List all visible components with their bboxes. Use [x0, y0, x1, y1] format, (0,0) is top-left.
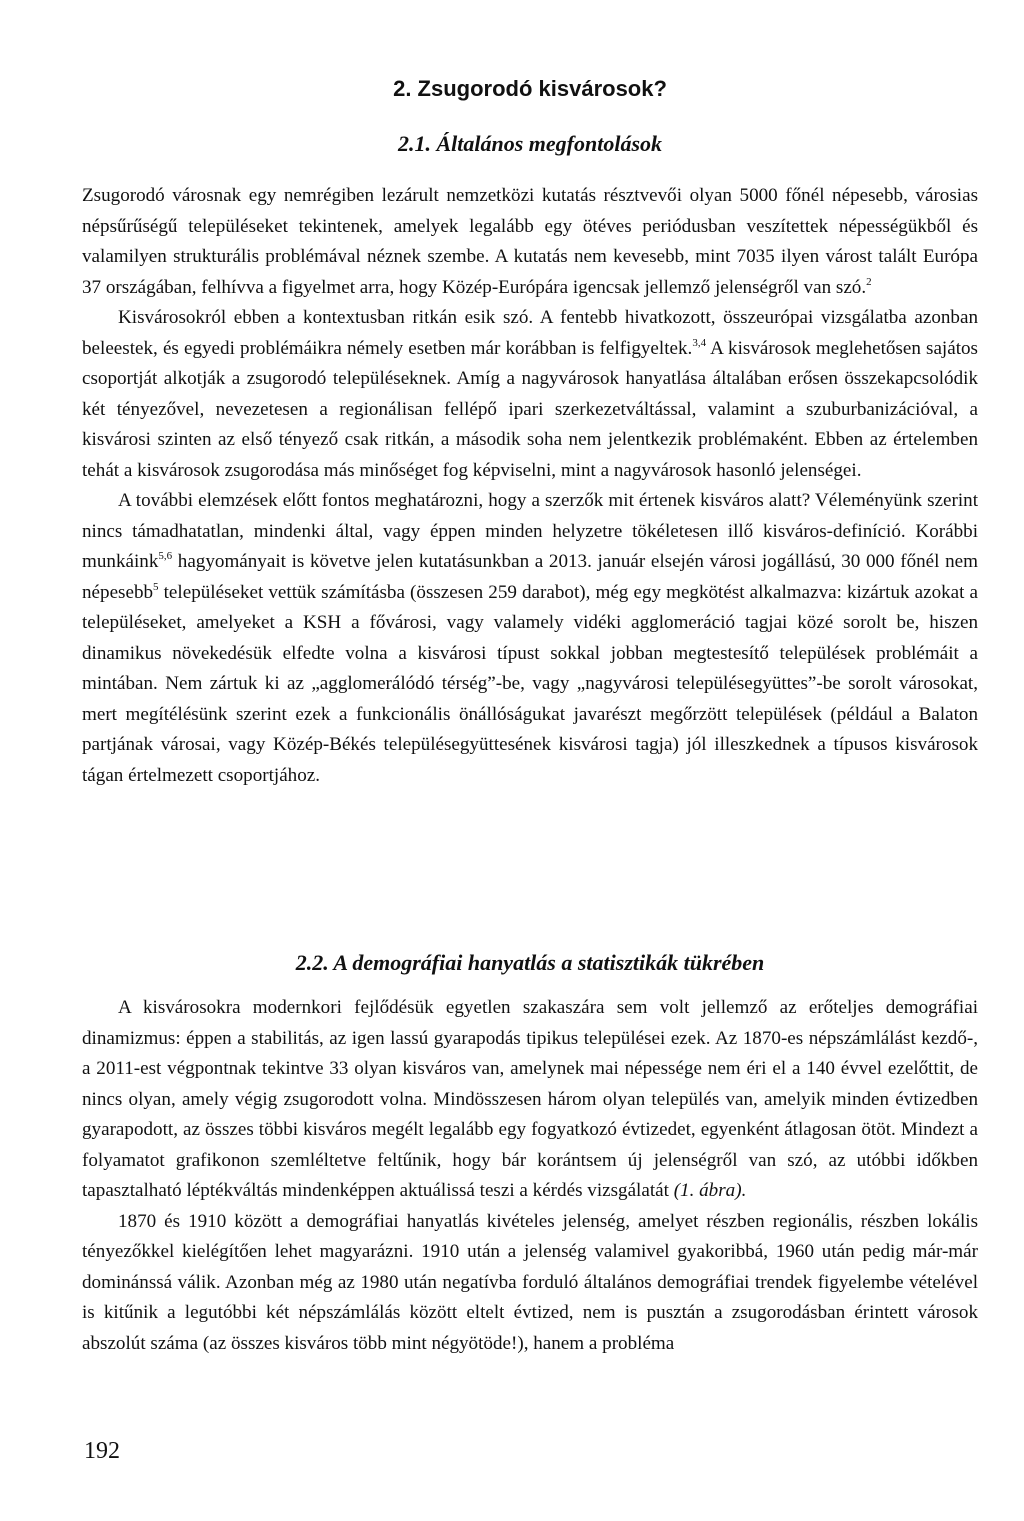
paragraph-3 [82, 486, 978, 791]
footnote-ref: 2 [866, 275, 872, 288]
paragraph-1-text: Zsugorodó városnak egy nemrégiben lezárult nemzetközi kutatás résztvevői olyan 5000 főnél népesebb, városias népsűrűségű településeket tekintenek, amelyek legalább egy ötéves periódusban veszítettek népességükből és valamilyen strukturális problémával néznek szembe. A kutatás nem kevesebb, mint 7035 ilyen várost talált Európa 37 országában, felhívva a figyelmet arra, hogy Közép-Európára igencsak jellemző jelenségről van szó. [82, 185, 978, 298]
paragraph-3-text-b: hagyományait is követve jelen kutatásunkban a 2013. január elsején városi jogállású, 30 000 főnél nem népesebb [82, 551, 978, 603]
section-title-2-2: 2.2. A demográfiai hanyatlás a statisztikák tükrében [295, 950, 765, 975]
section-2-1-body [82, 181, 978, 791]
paragraph-3-text-c: településeket vettük számításba (összesen 259 darabot), még egy megkötést alkalmazva: kizártuk azokat a településeket, amelyeket a KSH a fővárosi, vagy valamely vidéki agglomeráció tagjai közé sorolt be, hiszen dinamikus növekedésük elfedte volna a kisvárosi típust sokkal jobban megtestesítő települések problémáit a mintában. Nem zártuk ki az „agglomerálódó térség”-be, vagy „nagyvárosi településegyüttes”-be sorolt városokat, mert megítélésünk szerint ezek a funkcionális önállóságukat javarészt megőrzött települések (például a Balaton partjának városai, vagy Közép-Békés településegyüttesének kisvárosi tagja) jól illeszkednek a típusos kisvárosok tágan értelmezett csoportjához. [82, 581, 978, 786]
footnote-ref: 3,4 [692, 336, 707, 349]
paragraph-4 [82, 993, 978, 1207]
footnote-ref: 5 [153, 580, 159, 593]
paragraph-5-text: 1870 és 1910 között a demográfiai hanyatlás kivételes jelenség, amelyet részben regionális, részben lokális tényezőkkel kielégítően lehet magyarázni. 1910 után a jelenség valamivel gyakoribbá, 1960 után pedig már-már dominánssá válik. Azonban még az 1980 után negatívba forduló általános demográfiai trendek figyelembe vételével is kitűnik a legutóbbi két népszámlálás között eltelt évtized, nem is pusztán a zsugorodásban érintett városok abszolút száma (az összes kisváros több mint négyötöde!), hanem a probléma [82, 1210, 978, 1354]
paragraph-3-text-a: A további elemzések előtt fontos meghatározni, hogy a szerzők mit értenek kisváros alatt? Véleményünk szerint nincs támadhatatlan, mindenki által, vagy éppen minden helyzetre tökéletesen illő kisváros-definíció. Korábbi munkáink [82, 490, 978, 572]
page-number: 192 [84, 1438, 120, 1464]
paragraph-1 [82, 181, 978, 303]
paragraph-2-text-a: Kisvárosokról ebben a kontextusban ritkán esik szó. A fentebb hivatkozott, összeurópai vizsgálatba azonban beleestek, és egyedi problémáikra némely esetben már korábban is felfigyeltek. [82, 307, 978, 359]
figure-reference: (1. ábra). [673, 1180, 747, 1201]
paragraph-2-text-b: A kisvárosok meglehetősen sajátos csoportját alkotják a zsugorodó településeknek. Amíg a nagyvárosok hanyatlása általában erősen összekapcsolódik két tényezővel, nevezetesen a regionálisan fellépő ipari szerkezetváltással, valamint a szuburbanizációval, a kisvárosi szinten az első tényező csak ritkán, a második soha nem jelentkezik problémaként. Ebben az értelemben tehát a kisvárosok zsugorodása más minőséget fog képviselni, mint a nagyvárosok hasonló jelenségei. [82, 337, 978, 481]
paragraph-5 [82, 1207, 978, 1360]
section-title-2-1: 2.1. Általános megfontolások [397, 131, 663, 156]
section-2-2-body [82, 993, 978, 1359]
paragraph-2 [82, 303, 978, 486]
footnote-ref: 5,6 [158, 550, 173, 562]
paragraph-4-text: A kisvárosokra modernkori fejlődésük egyetlen szakaszára sem volt jellemző az erőteljes demográfiai dinamizmus: éppen a stabilitás, az igen lassú gyarapodás tipikus települései ezek. Az 1870-es népszámlálást kezdő-, a 2011-est végpontnak tekintve 33 olyan kisváros van, amelynek mai népessége nem éri el a 140 évvel ezelőttit, de nincs olyan, amely végig zsugorodott volna. Mindösszesen három olyan település van, amelyik minden évtizedben gyarapodott, az összes többi kisváros megélt legalább egy fogyatkozó évtizedet, egyenként átlagosan ötöt. Mindezt a folyamatot grafikonon szemléltetve feltűnik, hogy bár korántsem új jelenségről van szó, az utóbbi időkben tapasztalható léptékváltás mindenképpen aktuálissá teszi a kérdés vizsgálatát [82, 997, 978, 1201]
chapter-title: 2. Zsugorodó kisvárosok? [393, 76, 667, 101]
